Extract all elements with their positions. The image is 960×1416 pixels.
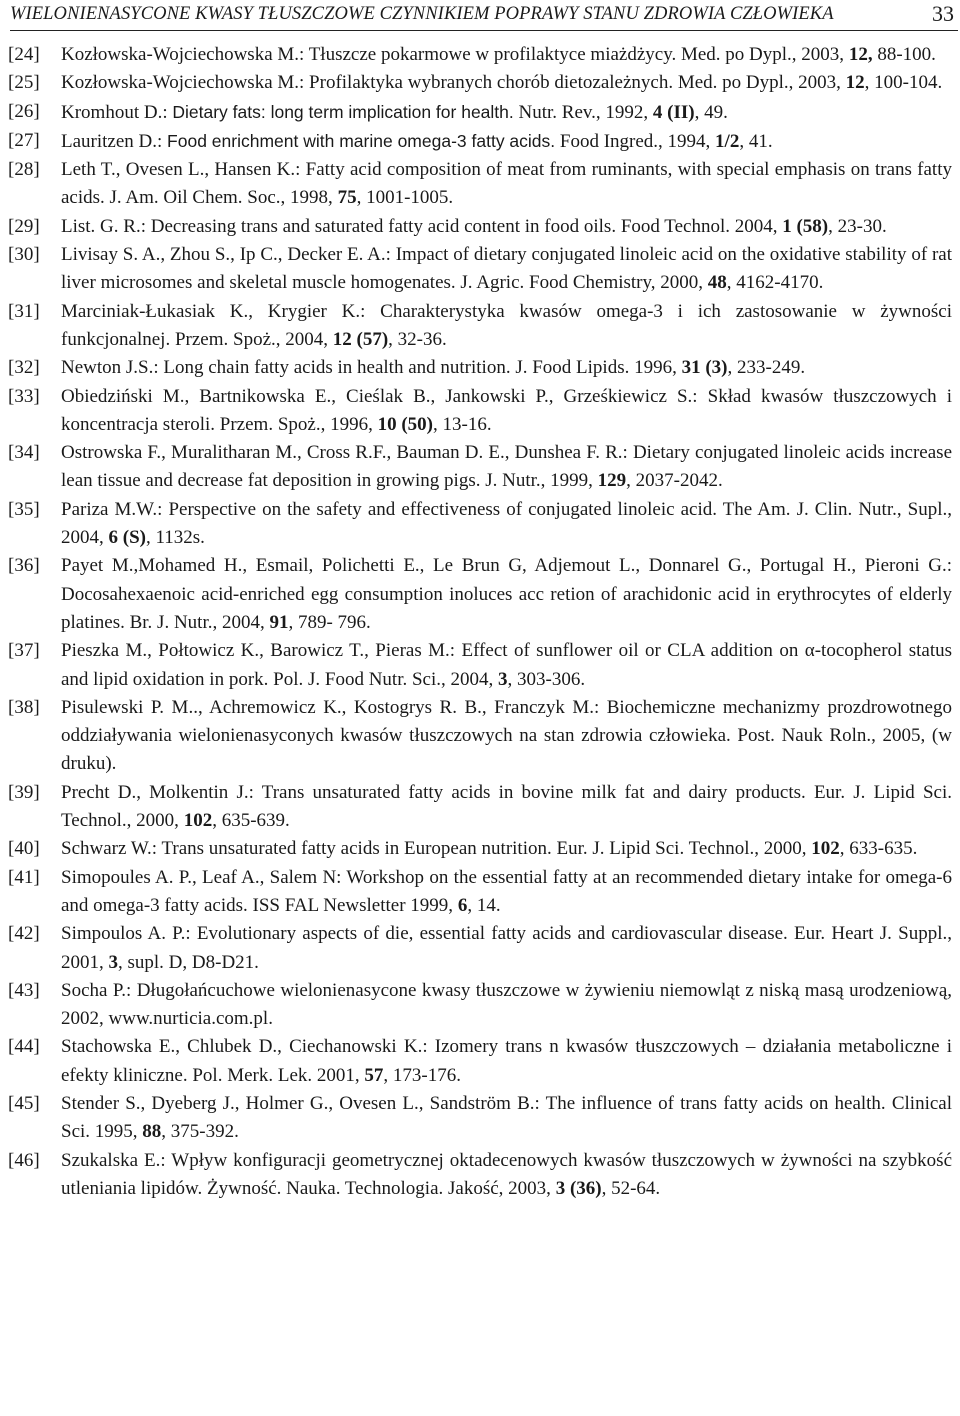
reference-segment: , 1132s. — [145, 527, 205, 549]
reference-segment: Simpoulos A. P.: Evolutionary aspects of die, essential fatty acids and cardiovascular disease. Eur. Heart J. Suppl., 2001, — [61, 923, 952, 973]
running-header — [10, 0, 958, 31]
reference-text — [61, 640, 952, 689]
reference-number: [41] — [8, 866, 40, 888]
reference-text — [61, 867, 952, 916]
reference-item — [0, 496, 960, 553]
reference-text — [61, 499, 952, 548]
reference-segment: List. G. R.: Decreasing trans and saturated fatty acid content in food oils. Food Technol. 2004, — [61, 215, 783, 237]
reference-item — [0, 835, 960, 863]
reference-text — [61, 1150, 952, 1199]
reference-text — [61, 357, 805, 378]
reference-item — [0, 41, 960, 69]
reference-item — [0, 69, 960, 97]
reference-segment: Pariza M.W.: Perspective on the safety and effectiveness of conjugated linoleic acid. The Am. J. Clin. Nutr., Supl., 2004, — [61, 498, 952, 549]
running-title: WIELONIENASYCONE KWASY TŁUSZCZOWE CZYNNIKIEM POPRAWY STANU ZDROWIA CZŁOWIEKA — [10, 4, 834, 24]
reference-text — [61, 216, 887, 237]
reference-number: [25] — [8, 72, 40, 94]
reference-item — [0, 213, 960, 241]
reference-item — [0, 920, 960, 977]
reference-item — [0, 637, 960, 694]
reference-text — [61, 44, 936, 65]
reference-volume: 6 — [457, 894, 468, 916]
reference-segment: , 233-249. — [727, 357, 806, 379]
reference-number: [26] — [8, 100, 40, 122]
reference-volume: 31 (3) — [681, 357, 728, 379]
reference-segment: Pieszka M., Połtowicz K., Barowicz T., Pieras M.: Effect of sunflower oil or CLA addition on α-tocopherol status and lipid oxidation in pork. Pol. J. Food Nutr. Sci., 2004, — [61, 640, 952, 690]
reference-text — [61, 102, 728, 123]
reference-segment: Stender S., Dyeberg J., Holmer G., Ovesen L., Sandström B.: The influence of trans fatty acids on health. Clinical Sci. 1995, — [61, 1092, 952, 1143]
reference-number: [24] — [8, 44, 40, 65]
reference-segment: Kozłowska-Wojciechowska M.: Profilaktyka wybranych chorób dietozależnych. Med. po Dypl., 2003, — [61, 72, 846, 94]
reference-segment: Marciniak-Łukasiak K., Krygier K.: Charakterystyka kwasów omega-3 i ich zastosowanie w żywności funkcjonalnej. Przem. Spoż., 2004, — [61, 300, 952, 350]
reference-item — [0, 298, 960, 355]
reference-segment: Precht D., Molkentin J.: Trans unsaturated fatty acids in bovine milk fat and dairy products. Eur. J. Lipid Sci. Technol., 2000, — [61, 781, 952, 832]
reference-number: [44] — [8, 1036, 40, 1058]
reference-text — [61, 1036, 952, 1085]
reference-number: [45] — [8, 1092, 40, 1114]
reference-segment: , 32-36. — [388, 328, 447, 350]
reference-volume: 12, — [848, 44, 873, 65]
reference-number: [38] — [8, 696, 40, 718]
reference-text — [61, 131, 773, 152]
reference-volume: 88 — [142, 1121, 162, 1143]
reference-segment: , 14. — [467, 894, 501, 916]
reference-item — [0, 1090, 960, 1147]
reference-volume: 6 (S) — [108, 527, 146, 549]
reference-segment: , 375-392. — [161, 1121, 239, 1143]
reference-volume: 1 (58) — [782, 215, 829, 237]
reference-number: [42] — [8, 923, 40, 945]
reference-text — [61, 159, 952, 208]
reference-text — [61, 838, 917, 859]
reference-number: [35] — [8, 498, 40, 520]
reference-segment: Socha P.: Długołańcuchowe wielonienasycone kwasy tłuszczowe w żywieniu niemowląt z niską masą urodzeniową, 2002, www.nurticia.com.pl. — [61, 979, 952, 1030]
reference-text — [61, 301, 952, 350]
reference-volume: 3 — [498, 668, 508, 690]
reference-text — [61, 782, 952, 831]
reference-text — [61, 555, 952, 633]
reference-volume: 10 (50) — [377, 413, 433, 435]
reference-item — [0, 779, 960, 836]
reference-item — [0, 864, 960, 921]
reference-segment: Lauritzen D.: — [61, 130, 168, 152]
reference-volume: 129 — [597, 470, 627, 492]
reference-segment: Dietary fats: long term implication for health. — [172, 101, 514, 122]
reference-item — [0, 1033, 960, 1090]
reference-number: [39] — [8, 781, 40, 803]
reference-volume: 102 — [811, 838, 840, 860]
reference-number: [46] — [8, 1149, 40, 1171]
reference-item — [0, 552, 960, 637]
reference-number: [43] — [8, 979, 40, 1001]
reference-volume: 57 — [364, 1064, 384, 1086]
reference-segment: Payet M.,Mohamed H., Esmail, Polichetti E., Le Brun G, Adjemout L., Donnarel G., Portugal H., Pieroni G.: Docosahexaenoic acid-enriched egg consumption inoluces acc retion of arachidonic acid in erythrocytes of elderly platines. Br. J. Nutr., 2004, — [61, 555, 952, 633]
reference-segment: Leth T., Ovesen L., Hansen K.: Fatty acid composition of meat from ruminants, with special emphasis on trans fatty acids. J. Am. Oil Chem. Soc., 1998, — [61, 159, 952, 209]
reference-segment: , 52-64. — [601, 1177, 661, 1199]
reference-text — [61, 980, 952, 1029]
reference-volume: 3 (36) — [555, 1177, 602, 1199]
reference-volume: 4 (II) — [652, 101, 695, 123]
reference-text — [61, 442, 952, 491]
reference-segment: , supl. D, D8-D21. — [118, 951, 259, 973]
reference-item — [0, 241, 960, 298]
reference-segment: , 303-306. — [507, 668, 586, 690]
reference-volume: 48 — [707, 272, 727, 294]
reference-item — [0, 354, 960, 382]
reference-segment: Newton J.S.: Long chain fatty acids in health and nutrition. J. Food Lipids. 1996, — [61, 357, 682, 379]
reference-segment: , 4162-4170. — [726, 272, 824, 294]
reference-volume: 12 — [845, 72, 865, 94]
reference-segment: Pisulewski P. M.., Achremowicz K., Kostogrys R. B., Franczyk M.: Biochemiczne mechanizmy prozdrowotnego oddziaływania wielonienasyconych kwasów tłuszczowych na stan zdrowia człowieka. Post. Nauk Roln., 2005, (w druku). — [61, 696, 952, 775]
reference-text — [61, 923, 952, 972]
reference-text — [61, 244, 952, 293]
reference-segment: Szukalska E.: Wpływ konfiguracji geometrycznej oktadecenowych kwasów tłuszczowych w żywności na szybkość utleniania lipidów. Żywność. Nauka. Technologia. Jakość, 2003, — [61, 1149, 952, 1199]
reference-text — [61, 697, 952, 775]
reference-segment: , 41. — [739, 130, 773, 152]
reference-segment: Food Ingred., 1994, — [555, 130, 716, 152]
reference-number: [29] — [8, 215, 40, 237]
reference-item — [0, 383, 960, 440]
reference-segment: , 173-176. — [383, 1064, 461, 1086]
reference-segment: , 633-635. — [839, 838, 918, 860]
reference-segment: Schwarz W.: Trans unsaturated fatty acids in European nutrition. Eur. J. Lipid Sci. Technol., 2000, — [61, 838, 812, 860]
reference-segment: , 13-16. — [433, 413, 492, 435]
reference-segment: Obiedziński M., Bartnikowska E., Cieślak B., Jankowski P., Grześkiewicz S.: Skład kwasów tłuszczowych i koncentracja steroli. Przem. Spoż., 1996, — [61, 385, 952, 435]
reference-segment: , 2037-2042. — [626, 470, 723, 492]
reference-segment: Kromhout D.: — [61, 101, 173, 123]
reference-number: [37] — [8, 640, 40, 662]
reference-segment: Ostrowska F., Muralitharan M., Cross R.F., Bauman D. E., Dunshea F. R.: Dietary conjugated linoleic acids increase lean tissue and decrease fat deposition in growing pigs. J. Nutr., 1999, — [61, 442, 952, 492]
reference-segment: Nutr. Rev., 1992, — [513, 101, 653, 123]
reference-segment: 88-100. — [872, 44, 936, 65]
reference-number: [30] — [8, 244, 40, 266]
reference-segment: Simopoules A. P., Leaf A., Salem N: Workshop on the essential fatty at an recommended dietary intake for omega-6 and omega-3 fatty acids. ISS FAL Newsletter 1999, — [61, 866, 952, 916]
reference-segment: , 789- 796. — [288, 611, 371, 633]
page-number: 33 — [932, 1, 954, 26]
reference-number: [27] — [8, 129, 40, 151]
reference-number: [28] — [8, 159, 40, 181]
reference-segment: Kozłowska-Wojciechowska M.: Tłuszcze pokarmowe w profilaktyce miażdżycy. Med. po Dypl., 2003, — [61, 44, 849, 65]
reference-item — [0, 127, 960, 156]
reference-segment: Food enrichment with marine omega-3 fatty acids. — [167, 130, 556, 151]
reference-number: [36] — [8, 555, 40, 577]
reference-segment: , 635-639. — [212, 810, 290, 832]
reference-volume: 102 — [183, 810, 213, 832]
reference-segment: , 100-104. — [864, 72, 943, 94]
reference-volume: 75 — [337, 187, 357, 209]
reference-item — [0, 977, 960, 1034]
reference-segment: , 23-30. — [828, 215, 887, 237]
reference-item — [0, 694, 960, 779]
reference-segment: , 1001-1005. — [356, 187, 454, 209]
reference-volume: 91 — [269, 611, 289, 633]
reference-number: [32] — [8, 357, 40, 379]
reference-item — [0, 1147, 960, 1204]
reference-volume: 1/2 — [715, 130, 740, 152]
reference-segment: Stachowska E., Chlubek D., Ciechanowski K.: Izomery trans n kwasów tłuszczowych – działania metaboliczne i efekty kliniczne. Pol. Merk. Lek. 2001, — [61, 1036, 952, 1086]
reference-segment: , 49. — [694, 101, 728, 123]
reference-item — [0, 439, 960, 496]
reference-number: [34] — [8, 442, 40, 464]
reference-number: [40] — [8, 838, 40, 860]
reference-number: [31] — [8, 300, 40, 322]
reference-text — [61, 1093, 952, 1142]
reference-text — [61, 72, 942, 93]
reference-number: [33] — [8, 385, 40, 407]
reference-segment: Livisay S. A., Zhou S., Ip C., Decker E. A.: Impact of dietary conjugated linoleic acid on the oxidative stability of rat liver microsomes and skeletal muscle homogenates. J. Agric. Food Chemistry, 2000, — [61, 244, 952, 294]
reference-item — [0, 156, 960, 213]
reference-text — [61, 386, 952, 435]
reference-list — [0, 41, 960, 1203]
reference-volume: 12 (57) — [332, 328, 389, 350]
reference-volume: 3 — [108, 951, 118, 973]
reference-item — [0, 98, 960, 127]
